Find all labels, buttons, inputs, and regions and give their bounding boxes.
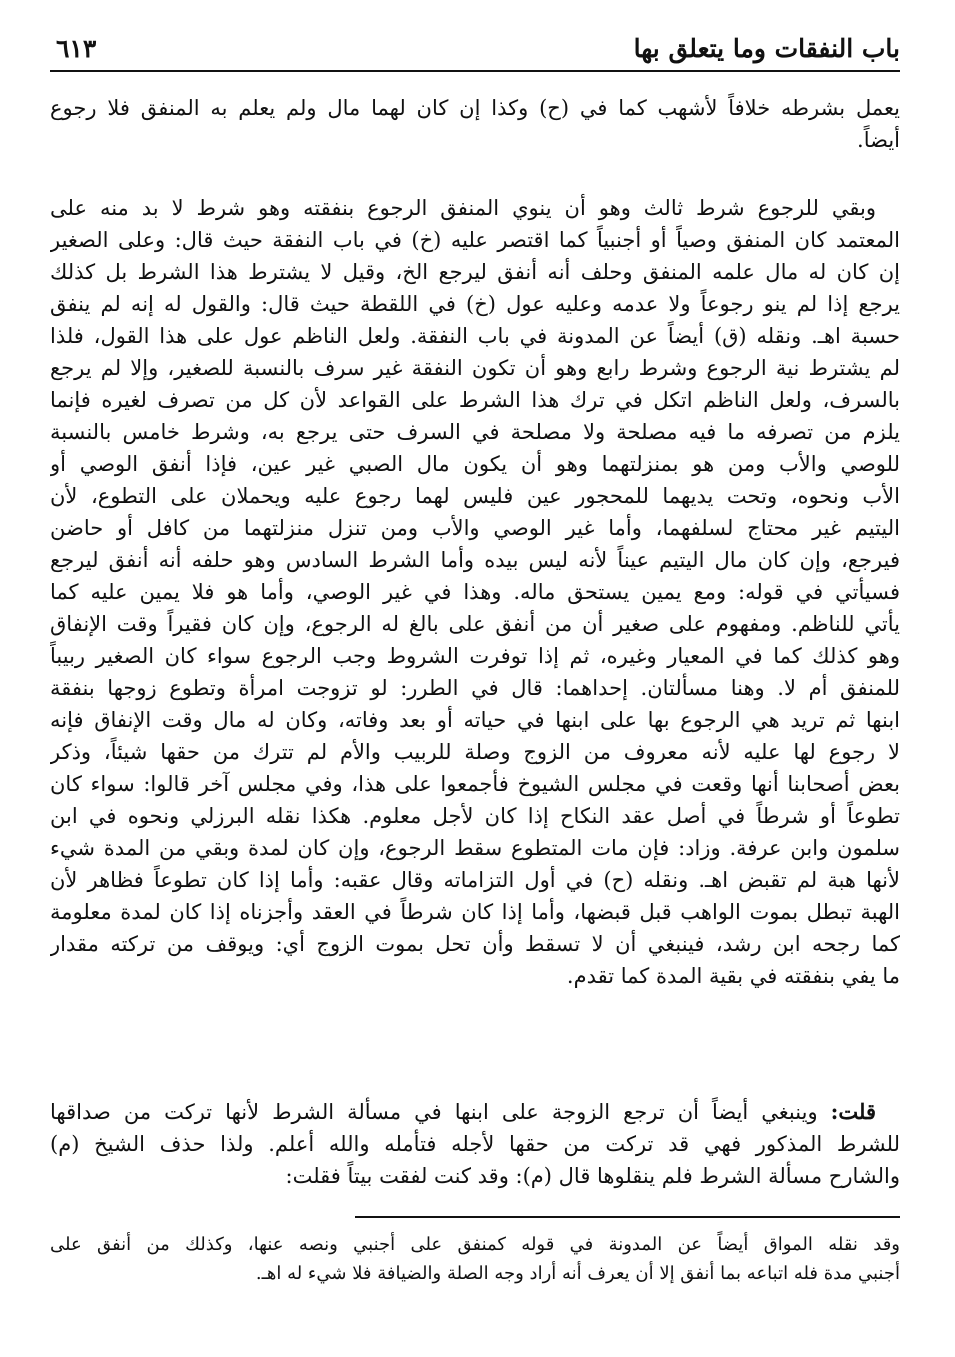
text-line: سلمون وابن عرفة. وزاد: فإن مات المتطوع سقط الرجوع، وإن كان لمدة وبقي من المدة شيء [50, 836, 900, 860]
paragraph-continuation [50, 92, 900, 156]
qultu-label: قلت: [830, 1099, 876, 1124]
paragraph-conditions [50, 192, 900, 992]
text-line: وهو كذلك كما في المعيار وغيره، ثم إذا توفرت الشروط وجب الرجوع سواء كان الصغير ربيباً [50, 644, 900, 668]
text-line: لا رجوع لها عليه لأنه معروف من الزوج وصلة للربيب والأم لم تترك من حقها شيئاً، وذكر [50, 740, 900, 764]
text-line: اليتيم غير محتاج لسلفهما، وأما غير الوصي والأب ومن تنزل منزلتهما من كافل أو حاضن [50, 516, 900, 540]
text-line: يعمل بشرطه خلافاً لأشهب كما في (ح) وكذا إن كان لهما مال ولم يعلم به المنفق فلا رجوع [50, 96, 900, 120]
page-number: ٦١٣ [56, 34, 97, 63]
text-line: الأب ونحوه، وتحت يديهما للمحجور عين فليس لهما رجوع عليه ويحملان على التطوع، لأن [50, 484, 900, 508]
text-line: فيرجع، وإن كان مال اليتيم عيناً لأنه ليس بيده وأما الشرط السادس وهو حلفه أنه أنفق ليرجع [50, 548, 900, 572]
text-line: لأنها هبة لم تقبض اهـ. ونقله (ح) في أول التزاماته وقال عقبه: وأما إذا كان تطوعاً فظاهر لأن [50, 868, 900, 892]
text-line: الهبة تبطل بموت الواهب قبل قبضها، وأما إذا كان شرطاً في العقد وأجزناه إذا كان لمدة معلومة [50, 900, 900, 924]
text-line: يرجع إذا لم ينو رجوعاً ولا عدمه وعليه عول (خ) في اللقطة حيث قال: والقول له إنه لم ينفق [50, 292, 900, 316]
footnote-line: وقد نقله المواق أيضاً عن المدونة في قوله كمنفق على أجنبي ونصه عنها، وكذلك من أنفق على [50, 1234, 900, 1255]
text-line: للمنفق أم لا. وهنا مسألتان. إحداهما: قال في الطرر: لو تزوجت امرأة وتطوع زوجها بنفقة [50, 676, 900, 700]
text-line: حسبة اهـ. ونقله (ق) أيضاً عن المدونة في باب النفقة. ولعل الناظم عول على هذا القول، فلذا [50, 324, 900, 348]
text-line: والشارح مسألة الشرط فلم ينقلوها قال (م): وقد كنت لفقت بيتاً فقلت: [285, 1164, 900, 1188]
text-line: ما يفي بنفقته في بقية المدة كما تقدم. [566, 964, 900, 988]
text-line: يلزم من تصرفه ما فيه مصلحة ولا مصلحة في السرف حتى يرجع به، وشرط خامس بالنسبة [50, 420, 900, 444]
footnote-separator [355, 1216, 900, 1218]
text-line: أيضاً. [857, 128, 900, 152]
text-line: تطوعاً أو شرطاً في أصل عقد النكاح إذا كان لأجل معلوم. هكذا نقله البرزلي ونحوه في ابن [50, 804, 900, 828]
text-line [50, 1096, 900, 1128]
text-line: بالسرف، ولعل الناظم اتكل في ترك هذا الشرط على القواعد لأن كل من تصرف لغيره فإنما [50, 388, 900, 412]
text-line: إن كان له مال علمه المنفق وحلف أنه أنفق ليرجع الخ، وقيل لا يشترط هذا الشرط بل كذلك [50, 260, 900, 284]
text-line: للوصي والأب ومن هو بمنزلتهما وهو أن يكون مال الصبي غير عين، فإذا أنفق الوصي أو [50, 452, 900, 476]
text-line: ابنها ثم تريد هي الرجوع بها على ابنها في حياته أو بعد وفاته، وكان له مال وقت الإنفاق فإنه [50, 708, 900, 732]
text-line: وبقي للرجوع شرط ثالث وهو أن ينوي المنفق الرجوع بنفقته وهو شرط لا بد منه على [50, 196, 876, 220]
footnote-line: أجنبي مدة فله اتباعه بما أنفق إلا أن يعرف أنه أراد وجه الصلة والضيافة فلا شيء له اهـ. [255, 1263, 900, 1284]
paragraph-qultu [50, 1096, 900, 1192]
text-line: بعض أصحابنا أنها وقعت في مجلس الشيوخ فأجمعوا على هذا، وفي مجلس آخر قالوا: سواء كان [50, 772, 900, 796]
text-line: للشرط المذكور فهي قد تركت من حقها لأجله فتأمله والله أعلم. ولذا حذف الشيخ (م) [50, 1132, 900, 1156]
text-run: وينبغي أيضاً أن ترجع الزوجة على ابنها في مسألة الشرط لأنها تركت من صداقها [50, 1100, 831, 1124]
text-line: فسيأتي في قوله: ومع يمين يستحق ماله. وهذا في غير الوصي، وأما هو فلا يمين عليه كما [50, 580, 900, 604]
footnote [50, 1230, 900, 1288]
text-line: لم يشترط نية الرجوع وشرط رابع وهو أن تكون النفقة غير سرف بالنسبة للصغير، وإلا لم يرجع [50, 356, 900, 380]
page-header [50, 30, 900, 72]
running-title: باب النفقات وما يتعلق بها [633, 34, 900, 63]
text-line: المعتمد كان المنفق وصياً أو أجنبياً كما اقتصر عليه (خ) في باب النفقة حيث قال: وعلى الصغير [50, 228, 900, 252]
text-line: كما رجحه ابن رشد، فينبغي أن لا تسقط وأن تحل بموت الزوج أي: ويوقف من تركته مقدار [50, 932, 900, 956]
text-line: يأتي للناظم. ومفهوم على صغير أن من أنفق على بالغ له الرجوع، وإن كان فقيراً وقت الإنفاق [50, 612, 900, 636]
